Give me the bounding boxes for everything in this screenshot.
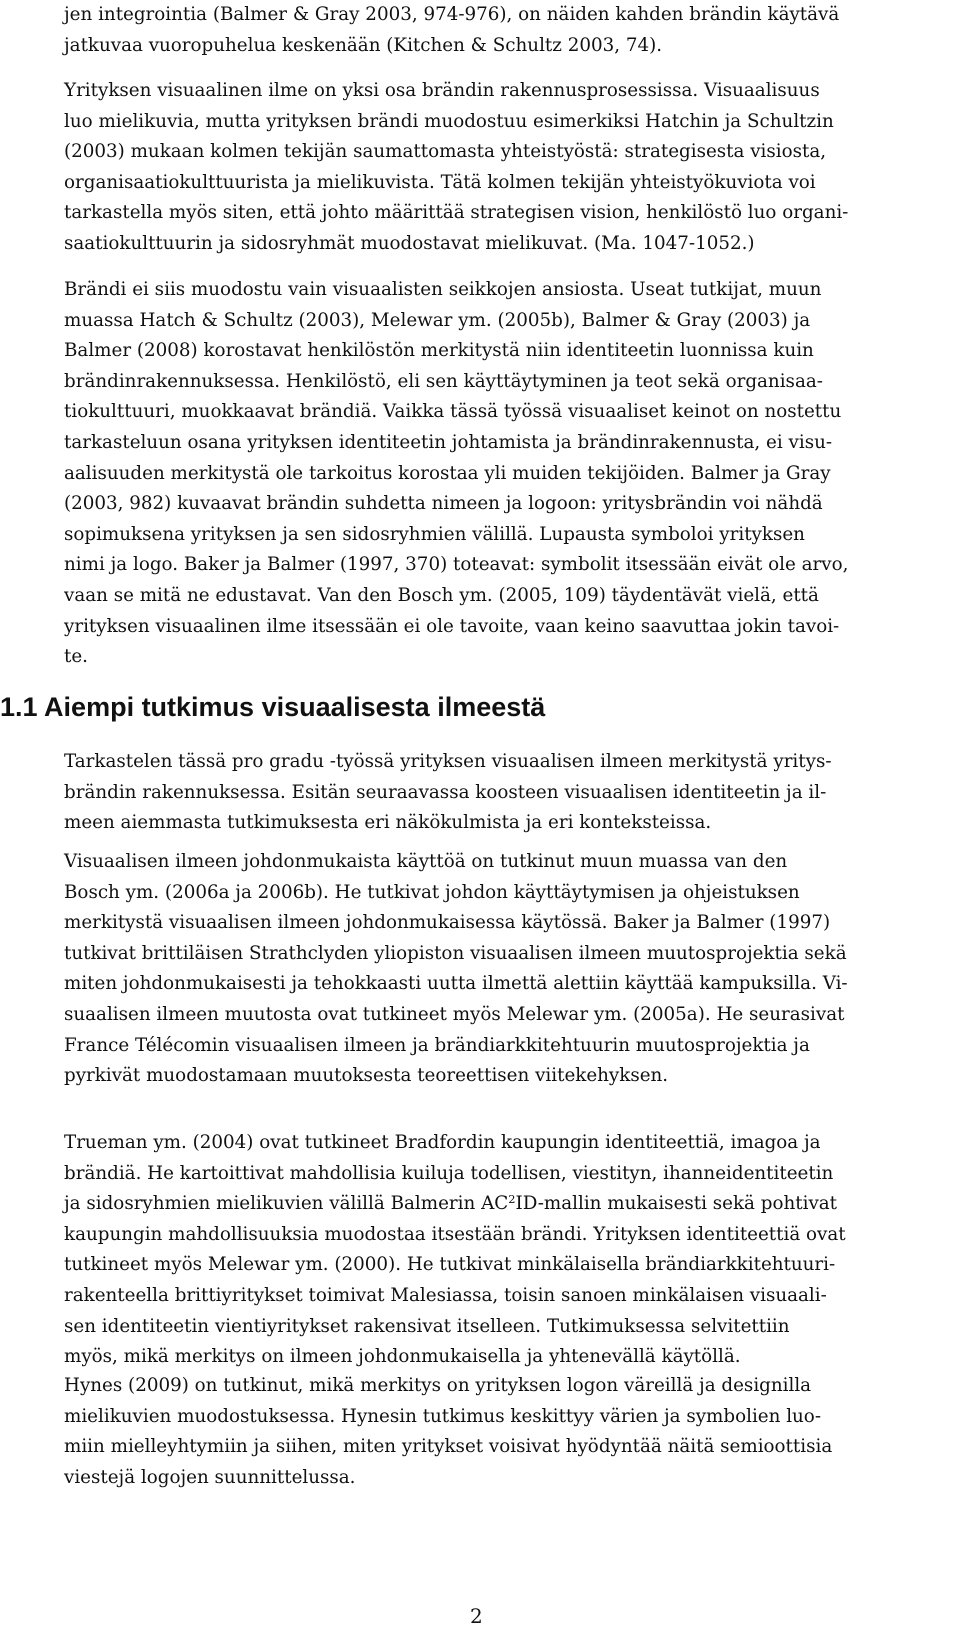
superscript-2: 2 bbox=[508, 1191, 516, 1206]
section-heading bbox=[0, 690, 545, 724]
paragraph-3: Brändi ei siis muodostu vain visuaalisten seikkojen ansiosta. Useat tutkijat, muun muassa Hatch & Schultz (2003), Melewar ym. (2005b), Balmer & Gray (2003) ja Balmer (2008) korostavat henkilöstön merkitystä niin identiteetin luonnissa kuin brändinrakennuksessa. Henkilöstö, eli sen käyttäytyminen ja teot sekä organisaa- tiokulttuuri, muokkaavat brändiä. Vaikka tässä työssä visuaaliset keinot on nostettu tarkasteluun osana yrityksen identiteetin johtamista ja brändinrakennusta, ei visu- aalisuuden merkitystä ole tarkoitus korostaa yli muiden tekijöiden. Balmer ja Gray (2003, 982) kuvaavat brändin suhdetta nimeen ja logoon: yritysbrändin voi nähdä sopimuksena yrityksen ja sen sidosryhmien välillä. Lupausta symboloi yrityksen nimi ja logo. Baker ja Balmer (1997, 370) toteavat: symbolit itsessään eivät ole arvo, vaan se mitä ne edustavat. Van den Bosch ym. (2005, 109) täydentävät vielä, että yrityksen visuaalinen ilme itsessään ei ole tavoite, vaan keino saavuttaa jokin tavoi- te. bbox=[64, 279, 849, 668]
paragraph-4: Tarkastelen tässä pro gradu -työssä yrityksen visuaalisen ilmeen merkitystä yritys- brändin rakennuksessa. Esitän seuraavassa koosteen visuaalisen identiteetin ja il- meen aiemmasta tutkimuksesta eri näkökulmista ja eri konteksteissa. bbox=[64, 751, 832, 834]
section-title: Aiempi tutkimus visuaalisesta ilmeestä bbox=[44, 692, 546, 722]
paragraph-7: Hynes (2009) on tutkinut, mikä merkitys on yrityksen logon väreillä ja designilla mielikuvien muodostuksessa. Hynesin tutkimus keskittyy värien ja symbolien luo- miin mielleyhtymiin ja siihen, miten yritykset voisivat hyödyntää näitä semioottisia viestejä logojen suunnittelussa. bbox=[64, 1375, 833, 1488]
paragraph-6-part-a: Trueman ym. (2004) ovat tutkineet Bradfordin kaupungin identiteettiä, imagoa ja brändiä. He kartoittivat mahdollisia kuiluja todellisen, viestityn, ihanneidentiteetin ja sidosryhmien mielikuvien välillä Balmerin AC bbox=[64, 1132, 834, 1215]
section-number: 1.1 bbox=[0, 692, 38, 722]
paragraph-1: jen integrointia (Balmer & Gray 2003, 974-976), on näiden kahden brändin käytävä jatkuvaa vuoropuhelua keskenään (Kitchen & Schultz 2003, 74). bbox=[64, 4, 840, 56]
page-number: 2 bbox=[470, 1604, 483, 1628]
paragraph-6 bbox=[64, 1128, 960, 1373]
paragraph-5: Visuaalisen ilmeen johdonmukaista käyttöä on tutkinut muun muassa van den Bosch ym. (2006a ja 2006b). He tutkivat johdon käyttäytymisen ja ohjeistuksen merkitystä visuaalisen ilmeen johdonmukaisessa käytössä. Baker ja Balmer (1997) tutkivat brittiläisen Strathclyden yliopiston visuaalisen ilmeen muutosprojektia sekä miten johdonmukaisesti ja tehokkaasti uutta ilmettä alettiin käyttää kampuksilla. Vi- suaalisen ilmeen muutosta ovat tutkineet myös Melewar ym. (2005a). He seurasivat France Télécomin visuaalisen ilmeen ja brändiarkkitehtuurin muutosprojektia ja pyrkivät muodostamaan muutoksesta teoreettisen viitekehyksen. bbox=[64, 851, 848, 1087]
paragraph-2: Yrityksen visuaalinen ilme on yksi osa brändin rakennusprosessissa. Visuaalisuus luo mielikuvia, mutta yrityksen brändi muodostuu esimerkiksi Hatchin ja Schultzin (2003) mukaan kolmen tekijän saumattomasta yhteistyöstä: strategisesta visiosta, organisaatiokulttuurista ja mielikuvista. Tätä kolmen tekijän yhteistyökuviota voi tarkastella myös siten, että johto määrittää strategisen vision, henkilöstö luo organi- saatiokulttuurin ja sidosryhmät muodostavat mielikuvat. (Ma. 1047-1052.) bbox=[64, 80, 849, 254]
paragraph-6-part-b: ID-mallin mukaisesti sekä pohtivat kaupungin mahdollisuuksia muodostaa itsestään brändi. Yrityksen identiteettiä ovat tutkineet myös Melewar ym. (2000). He tutkivat minkälaisella brändiarkkitehtuuri- rakenteella brittiyritykset toimivat Malesiassa, toisin sanoen minkälaisen visuaali- sen identiteetin vientiyritykset rakensivat itselleen. Tutkimuksessa selvitettiin myös, mikä merkitys on ilmeen johdonmukaisella ja yhtenevällä käytöllä. bbox=[64, 1193, 846, 1368]
